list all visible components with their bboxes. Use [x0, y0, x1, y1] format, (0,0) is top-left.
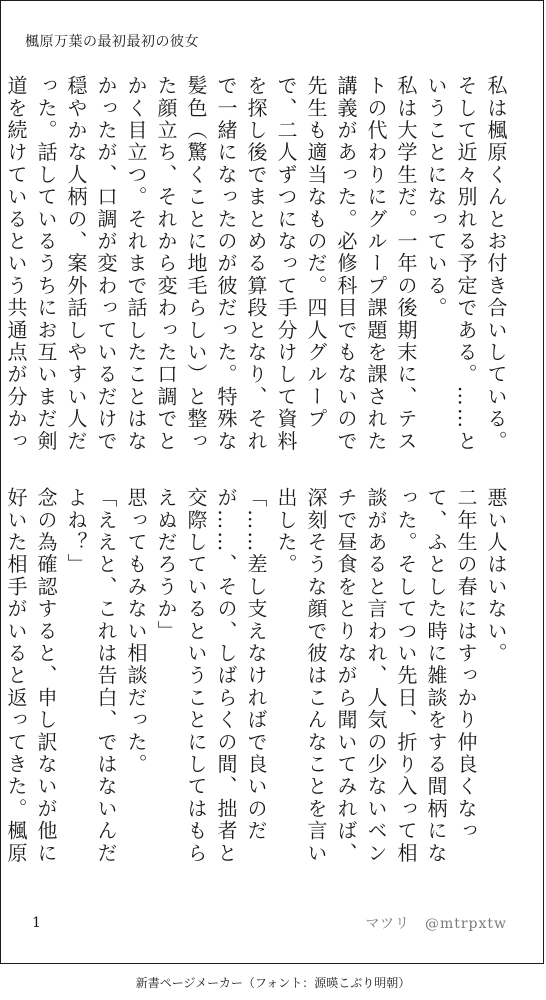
paragraph: 念の為確認すると、申し訳ないが他に好いた相手がいると返ってきた。楓原 — [4, 487, 58, 865]
running-title: 楓原万葉の最初最初の彼女 — [25, 34, 199, 50]
author-credit: マツリ @mtrpxtw — [365, 916, 507, 932]
paragraph: 悪い人はいない。 — [484, 487, 508, 665]
paragraph: 二年生の春にはすっかり仲良くなって、ふとした時に雑談をする間柄になった。そしてつい先日、折り入って相談があると言われ、人気の少ないベンチで昼食をとりながら聞いてみれば、深刻そうな顔で彼はこんなことを言い出した。 — [274, 487, 478, 865]
upper-text-block — [4, 75, 511, 465]
paragraph: 「ええと、これは告白、ではないんだよね？」 — [64, 487, 118, 865]
paragraph: 思ってもみない相談だった。 — [124, 487, 148, 776]
paragraph: 「……差し支えなければで良いのだが……、その、しばらくの間、拙者と交際しているということにしてはもらえぬだろうか」 — [154, 487, 268, 865]
page-number: 1 — [32, 915, 41, 931]
paragraph: 私は大学生だ。一年の後期末に、テストの代わりにグループ課題を課された講義があった。必修科目でもないので先生も適当なものだ。四人グループで、二人ずつになって手分けして資料を探し後でまとめる算段となり、それで一緒になったのが彼だった。特殊な髪色（驚くことに地毛らしい）と整った顔立ち、それから変わった口調でとかく目立つ。それまで話したことはなかったが、口調が変わっているだけで穏やかな人柄の、案外話しやすい人だった。話しているうちにお互いまだ剣道を続けているという共通点が分かっ — [4, 75, 418, 453]
lower-text-block — [4, 487, 511, 883]
paragraph: 私は楓原くんとお付き合いしている。そして近々別れる予定である。……ということになっている。 — [424, 75, 508, 453]
generator-caption: 新書ページメーカー（フォント：源暎こぶり明朝） — [135, 976, 411, 990]
